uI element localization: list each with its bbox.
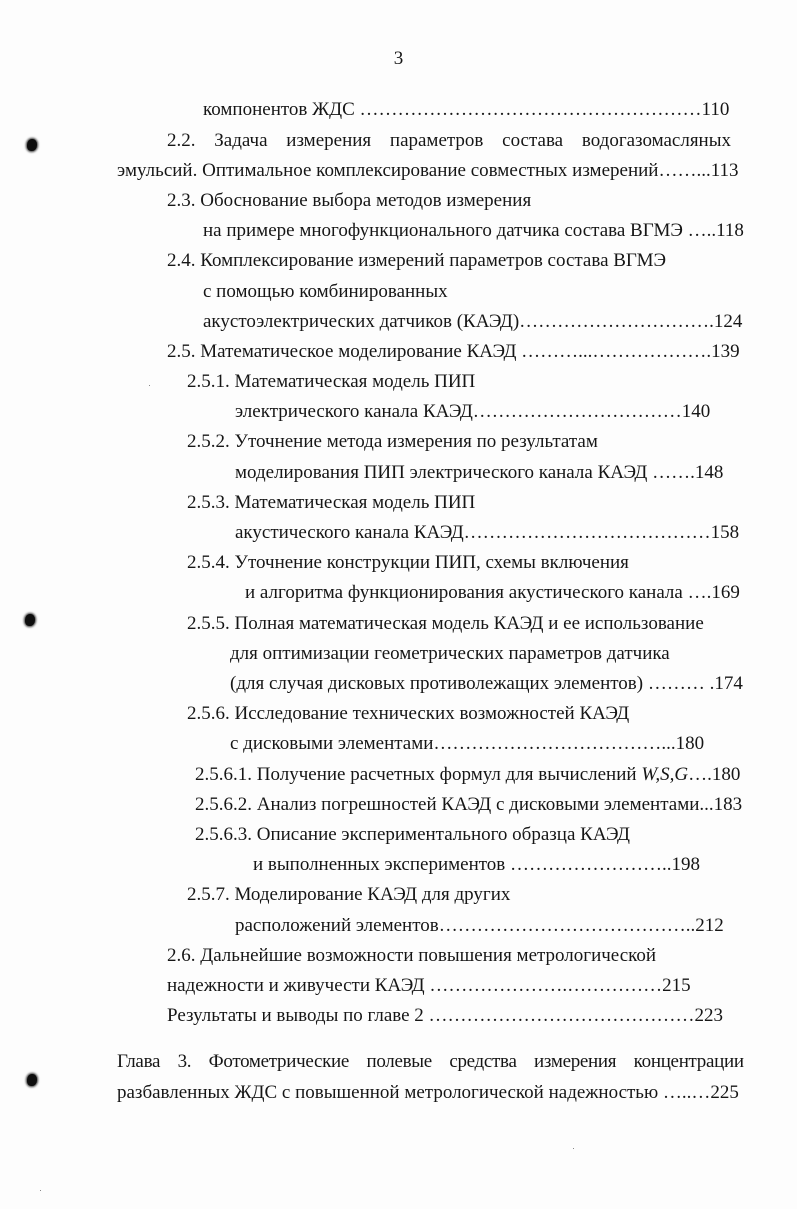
- toc-line: и алгоритма функционирования акустического канала ….169: [245, 582, 740, 603]
- scan-speck: [573, 1148, 574, 1149]
- toc-line: электрического канала КАЭД……………………………140: [235, 401, 711, 422]
- toc-line: акустического канала КАЭД…………………………………158: [235, 522, 740, 543]
- binder-hole-mark: [25, 614, 35, 626]
- chapter-heading: разбавленных ЖДС с повышенной метрологической надежностью …..…225: [117, 1082, 739, 1103]
- binder-hole-mark: [27, 139, 37, 151]
- toc-line: и выполненных экспериментов ……………………..198: [253, 854, 701, 875]
- toc-line: 2.3. Обоснование выбора методов измерения: [167, 190, 532, 211]
- toc-line: 2.5.6.2. Анализ погрешностей КАЭД с дисковыми элементами...183: [195, 794, 743, 815]
- scan-speck: [40, 1190, 41, 1191]
- toc-line: на примере многофункционального датчика состава ВГМЭ …..118: [203, 220, 744, 241]
- toc-line: с помощью комбинированных: [203, 281, 448, 302]
- toc-line: расположений элементов…………………………………..212: [235, 915, 724, 936]
- toc-line: моделирования ПИП электрического канала КАЭД …….148: [235, 462, 724, 483]
- toc-line: 2.4. Комплексирование измерений параметров состава ВГМЭ: [167, 250, 667, 271]
- toc-line-text: 2.5.6.1. Получение расчетных формул для вычислений: [195, 764, 642, 785]
- formula-variables: W,S,G: [641, 764, 689, 785]
- toc-line: надежности и живучести КАЭД ………………….……………215: [167, 975, 691, 996]
- toc-line: 2.2. Задача измерения параметров состава водогазомасляных: [167, 130, 731, 151]
- toc-line: 2.5.6.3. Описание экспериментального образца КАЭД: [195, 824, 630, 845]
- binder-hole-mark: [27, 1074, 37, 1086]
- toc-line: 2.5.3. Математическая модель ПИП: [187, 492, 476, 513]
- toc-line: 2.5.6. Исследование технических возможностей КАЭД: [187, 703, 630, 724]
- toc-line: 2.6. Дальнейшие возможности повышения метрологической: [167, 945, 657, 966]
- page-number: 3: [393, 48, 404, 69]
- toc-line: Результаты и выводы по главе 2 ……………………………………223: [167, 1005, 724, 1026]
- toc-line: (для случая дисковых противолежащих элементов) ……… .174: [230, 673, 743, 694]
- toc-line: для оптимизации геометрических параметров датчика: [230, 643, 670, 664]
- toc-line: 2.5.1. Математическая модель ПИП: [187, 371, 476, 392]
- toc-line: компонентов ЖДС ………………………………………………110: [203, 99, 730, 120]
- toc-line: 2.5.4. Уточнение конструкции ПИП, схемы включения: [187, 552, 629, 573]
- toc-line: с дисковыми элементами………………………………...180: [230, 733, 705, 754]
- toc-line: [195, 763, 746, 787]
- toc-line: 2.5.2. Уточнение метода измерения по результатам: [187, 431, 598, 452]
- toc-line: эмульсий. Оптимальное комплексирование совместных измерений……...113: [117, 160, 739, 181]
- toc-line: 2.5.5. Полная математическая модель КАЭД и ее использование: [187, 613, 704, 634]
- chapter-heading: Глава 3. Фотометрические полевые средства измерения концентрации: [117, 1051, 744, 1072]
- toc-line: акустоэлектрических датчиков (КАЭД)………………………….124: [203, 311, 743, 332]
- scan-speck: [149, 385, 150, 386]
- toc-page-ref: ….180: [688, 764, 741, 785]
- toc-line: 2.5.7. Моделирование КАЭД для других: [187, 884, 511, 905]
- toc-line: 2.5. Математическое моделирование КАЭД ………...……………….139: [167, 341, 740, 362]
